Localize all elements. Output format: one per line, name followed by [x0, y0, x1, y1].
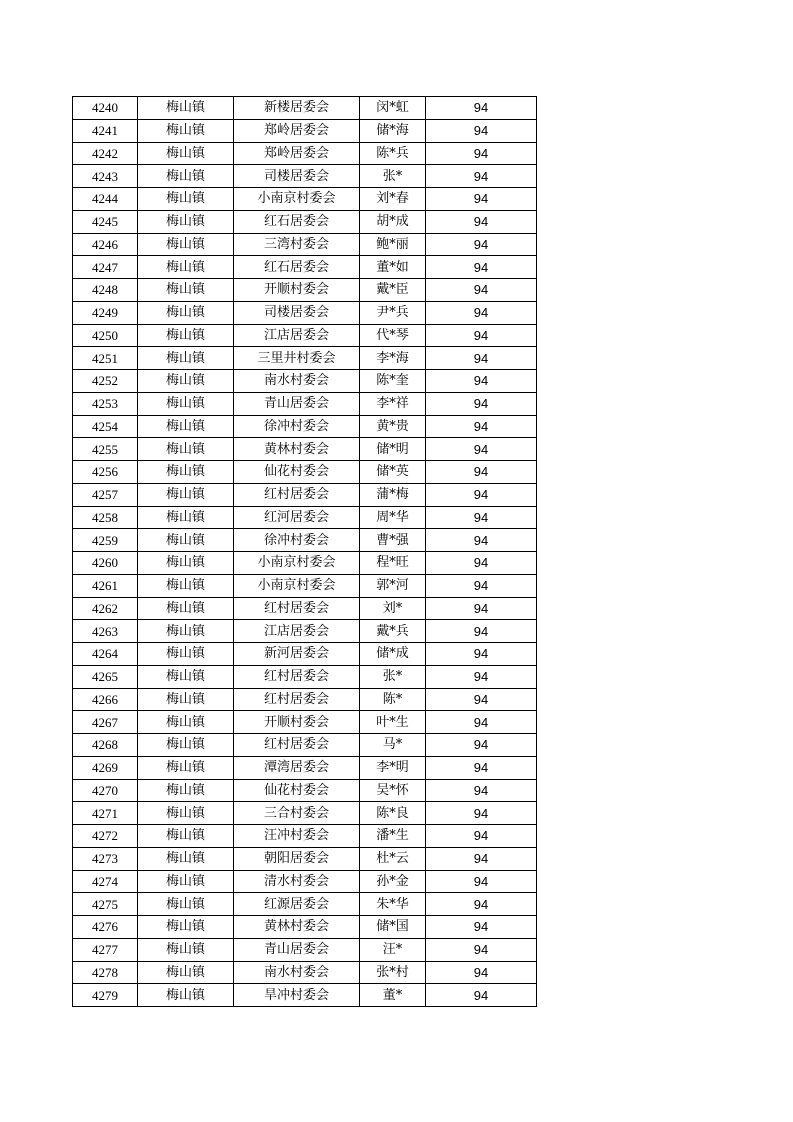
person-name-cell: 潘*生 — [360, 825, 426, 848]
person-name-cell: 储*国 — [360, 916, 426, 939]
score-cell: 94 — [426, 97, 537, 120]
committee-name-cell: 红石居委会 — [234, 210, 360, 233]
score-cell: 94 — [426, 438, 537, 461]
committee-name-cell: 清水村委会 — [234, 870, 360, 893]
town-name-cell: 梅山镇 — [138, 665, 234, 688]
score-cell: 94 — [426, 779, 537, 802]
table-row — [73, 552, 537, 575]
town-name-cell: 梅山镇 — [138, 256, 234, 279]
person-name-cell: 张* — [360, 665, 426, 688]
record-number-cell: 4253 — [73, 392, 138, 415]
table-row — [73, 643, 537, 666]
committee-name-cell: 红村居委会 — [234, 665, 360, 688]
record-number-cell: 4271 — [73, 802, 138, 825]
committee-name-cell: 江店居委会 — [234, 324, 360, 347]
record-number-cell: 4243 — [73, 165, 138, 188]
committee-name-cell: 开顺村委会 — [234, 711, 360, 734]
town-name-cell: 梅山镇 — [138, 870, 234, 893]
person-name-cell: 张* — [360, 165, 426, 188]
table-row — [73, 597, 537, 620]
score-cell: 94 — [426, 620, 537, 643]
town-name-cell: 梅山镇 — [138, 961, 234, 984]
table-row — [73, 438, 537, 461]
town-name-cell: 梅山镇 — [138, 984, 234, 1007]
person-name-cell: 张*村 — [360, 961, 426, 984]
town-name-cell: 梅山镇 — [138, 188, 234, 211]
town-name-cell: 梅山镇 — [138, 210, 234, 233]
score-cell: 94 — [426, 711, 537, 734]
town-name-cell: 梅山镇 — [138, 324, 234, 347]
committee-name-cell: 黄林村委会 — [234, 916, 360, 939]
table-row — [73, 415, 537, 438]
person-name-cell: 陈*奎 — [360, 370, 426, 393]
record-number-cell: 4267 — [73, 711, 138, 734]
record-number-cell: 4249 — [73, 301, 138, 324]
score-cell: 94 — [426, 643, 537, 666]
record-number-cell: 4264 — [73, 643, 138, 666]
committee-name-cell: 青山居委会 — [234, 938, 360, 961]
table-row — [73, 461, 537, 484]
person-name-cell: 李*祥 — [360, 392, 426, 415]
person-name-cell: 黄*贵 — [360, 415, 426, 438]
score-cell: 94 — [426, 506, 537, 529]
score-cell: 94 — [426, 688, 537, 711]
person-name-cell: 蒲*梅 — [360, 483, 426, 506]
record-number-cell: 4274 — [73, 870, 138, 893]
person-name-cell: 闵*虹 — [360, 97, 426, 120]
committee-name-cell: 小南京村委会 — [234, 574, 360, 597]
record-number-cell: 4247 — [73, 256, 138, 279]
committee-name-cell: 仙花村委会 — [234, 461, 360, 484]
table-row — [73, 392, 537, 415]
record-number-cell: 4250 — [73, 324, 138, 347]
person-name-cell: 董* — [360, 984, 426, 1007]
record-number-cell: 4279 — [73, 984, 138, 1007]
town-name-cell: 梅山镇 — [138, 529, 234, 552]
record-number-cell: 4278 — [73, 961, 138, 984]
town-name-cell: 梅山镇 — [138, 552, 234, 575]
committee-name-cell: 郑岭居委会 — [234, 119, 360, 142]
town-name-cell: 梅山镇 — [138, 620, 234, 643]
town-name-cell: 梅山镇 — [138, 119, 234, 142]
score-cell: 94 — [426, 415, 537, 438]
record-number-cell: 4276 — [73, 916, 138, 939]
town-name-cell: 梅山镇 — [138, 461, 234, 484]
record-number-cell: 4268 — [73, 734, 138, 757]
person-name-cell: 储*海 — [360, 119, 426, 142]
table-row — [73, 711, 537, 734]
person-name-cell: 代*琴 — [360, 324, 426, 347]
town-name-cell: 梅山镇 — [138, 756, 234, 779]
score-cell: 94 — [426, 961, 537, 984]
town-name-cell: 梅山镇 — [138, 392, 234, 415]
town-name-cell: 梅山镇 — [138, 415, 234, 438]
score-cell: 94 — [426, 370, 537, 393]
record-number-cell: 4270 — [73, 779, 138, 802]
table-row — [73, 734, 537, 757]
score-cell: 94 — [426, 802, 537, 825]
record-number-cell: 4251 — [73, 347, 138, 370]
table-row — [73, 506, 537, 529]
town-name-cell: 梅山镇 — [138, 847, 234, 870]
record-number-cell: 4277 — [73, 938, 138, 961]
score-cell: 94 — [426, 210, 537, 233]
record-number-cell: 4269 — [73, 756, 138, 779]
score-cell: 94 — [426, 916, 537, 939]
table-row — [73, 574, 537, 597]
table-row — [73, 802, 537, 825]
table-row — [73, 847, 537, 870]
town-name-cell: 梅山镇 — [138, 483, 234, 506]
table-row — [73, 119, 537, 142]
score-cell: 94 — [426, 847, 537, 870]
committee-name-cell: 黄林村委会 — [234, 438, 360, 461]
table-row — [73, 665, 537, 688]
committee-name-cell: 新河居委会 — [234, 643, 360, 666]
person-name-cell: 陈* — [360, 688, 426, 711]
committee-name-cell: 朝阳居委会 — [234, 847, 360, 870]
person-name-cell: 戴*兵 — [360, 620, 426, 643]
table-row — [73, 97, 537, 120]
committee-name-cell: 红河居委会 — [234, 506, 360, 529]
committee-name-cell: 旱冲村委会 — [234, 984, 360, 1007]
town-name-cell: 梅山镇 — [138, 688, 234, 711]
town-name-cell: 梅山镇 — [138, 165, 234, 188]
town-name-cell: 梅山镇 — [138, 779, 234, 802]
records-table — [72, 96, 537, 1007]
score-cell: 94 — [426, 483, 537, 506]
person-name-cell: 储*英 — [360, 461, 426, 484]
committee-name-cell: 小南京村委会 — [234, 552, 360, 575]
table-row — [73, 825, 537, 848]
score-cell: 94 — [426, 165, 537, 188]
record-number-cell: 4272 — [73, 825, 138, 848]
town-name-cell: 梅山镇 — [138, 347, 234, 370]
committee-name-cell: 司楼居委会 — [234, 301, 360, 324]
person-name-cell: 刘*春 — [360, 188, 426, 211]
table-row — [73, 529, 537, 552]
town-name-cell: 梅山镇 — [138, 233, 234, 256]
town-name-cell: 梅山镇 — [138, 370, 234, 393]
committee-name-cell: 新楼居委会 — [234, 97, 360, 120]
score-cell: 94 — [426, 461, 537, 484]
record-number-cell: 4252 — [73, 370, 138, 393]
score-cell: 94 — [426, 984, 537, 1007]
score-cell: 94 — [426, 188, 537, 211]
table-row — [73, 893, 537, 916]
score-cell: 94 — [426, 756, 537, 779]
record-number-cell: 4265 — [73, 665, 138, 688]
town-name-cell: 梅山镇 — [138, 506, 234, 529]
person-name-cell: 朱*华 — [360, 893, 426, 916]
score-cell: 94 — [426, 552, 537, 575]
committee-name-cell: 三合村委会 — [234, 802, 360, 825]
table-row — [73, 688, 537, 711]
person-name-cell: 胡*成 — [360, 210, 426, 233]
table-row — [73, 142, 537, 165]
committee-name-cell: 江店居委会 — [234, 620, 360, 643]
committee-name-cell: 司楼居委会 — [234, 165, 360, 188]
records-table-body — [73, 97, 537, 1007]
person-name-cell: 李*明 — [360, 756, 426, 779]
score-cell: 94 — [426, 324, 537, 347]
committee-name-cell: 仙花村委会 — [234, 779, 360, 802]
town-name-cell: 梅山镇 — [138, 916, 234, 939]
table-row — [73, 301, 537, 324]
person-name-cell: 董*如 — [360, 256, 426, 279]
record-number-cell: 4255 — [73, 438, 138, 461]
town-name-cell: 梅山镇 — [138, 279, 234, 302]
committee-name-cell: 红村居委会 — [234, 688, 360, 711]
record-number-cell: 4240 — [73, 97, 138, 120]
committee-name-cell: 南水村委会 — [234, 961, 360, 984]
score-cell: 94 — [426, 893, 537, 916]
person-name-cell: 尹*兵 — [360, 301, 426, 324]
town-name-cell: 梅山镇 — [138, 301, 234, 324]
committee-name-cell: 红村居委会 — [234, 597, 360, 620]
score-cell: 94 — [426, 347, 537, 370]
person-name-cell: 郭*河 — [360, 574, 426, 597]
score-cell: 94 — [426, 392, 537, 415]
committee-name-cell: 红源居委会 — [234, 893, 360, 916]
town-name-cell: 梅山镇 — [138, 711, 234, 734]
score-cell: 94 — [426, 256, 537, 279]
committee-name-cell: 徐冲村委会 — [234, 415, 360, 438]
town-name-cell: 梅山镇 — [138, 438, 234, 461]
record-number-cell: 4273 — [73, 847, 138, 870]
table-row — [73, 165, 537, 188]
committee-name-cell: 汪冲村委会 — [234, 825, 360, 848]
person-name-cell: 曹*强 — [360, 529, 426, 552]
table-row — [73, 279, 537, 302]
record-number-cell: 4248 — [73, 279, 138, 302]
score-cell: 94 — [426, 279, 537, 302]
table-row — [73, 324, 537, 347]
committee-name-cell: 徐冲村委会 — [234, 529, 360, 552]
score-cell: 94 — [426, 734, 537, 757]
score-cell: 94 — [426, 301, 537, 324]
person-name-cell: 周*华 — [360, 506, 426, 529]
record-number-cell: 4258 — [73, 506, 138, 529]
record-number-cell: 4275 — [73, 893, 138, 916]
town-name-cell: 梅山镇 — [138, 597, 234, 620]
committee-name-cell: 郑岭居委会 — [234, 142, 360, 165]
record-number-cell: 4246 — [73, 233, 138, 256]
committee-name-cell: 红石居委会 — [234, 256, 360, 279]
table-row — [73, 210, 537, 233]
table-row — [73, 370, 537, 393]
person-name-cell: 程*旺 — [360, 552, 426, 575]
table-row — [73, 779, 537, 802]
record-number-cell: 4262 — [73, 597, 138, 620]
table-row — [73, 916, 537, 939]
town-name-cell: 梅山镇 — [138, 734, 234, 757]
table-row — [73, 483, 537, 506]
committee-name-cell: 红村居委会 — [234, 734, 360, 757]
town-name-cell: 梅山镇 — [138, 938, 234, 961]
person-name-cell: 吴*怀 — [360, 779, 426, 802]
town-name-cell: 梅山镇 — [138, 802, 234, 825]
record-number-cell: 4260 — [73, 552, 138, 575]
score-cell: 94 — [426, 529, 537, 552]
table-row — [73, 938, 537, 961]
score-cell: 94 — [426, 119, 537, 142]
committee-name-cell: 红村居委会 — [234, 483, 360, 506]
record-number-cell: 4241 — [73, 119, 138, 142]
person-name-cell: 刘* — [360, 597, 426, 620]
record-number-cell: 4266 — [73, 688, 138, 711]
town-name-cell: 梅山镇 — [138, 893, 234, 916]
town-name-cell: 梅山镇 — [138, 142, 234, 165]
table-row — [73, 188, 537, 211]
town-name-cell: 梅山镇 — [138, 825, 234, 848]
score-cell: 94 — [426, 938, 537, 961]
committee-name-cell: 三湾村委会 — [234, 233, 360, 256]
committee-name-cell: 南水村委会 — [234, 370, 360, 393]
score-cell: 94 — [426, 574, 537, 597]
person-name-cell: 汪* — [360, 938, 426, 961]
record-number-cell: 4242 — [73, 142, 138, 165]
person-name-cell: 李*海 — [360, 347, 426, 370]
person-name-cell: 孙*金 — [360, 870, 426, 893]
table-row — [73, 984, 537, 1007]
committee-name-cell: 三里井村委会 — [234, 347, 360, 370]
table-row — [73, 756, 537, 779]
table-row — [73, 870, 537, 893]
person-name-cell: 叶*生 — [360, 711, 426, 734]
person-name-cell: 戴*臣 — [360, 279, 426, 302]
committee-name-cell: 小南京村委会 — [234, 188, 360, 211]
person-name-cell: 陈*兵 — [360, 142, 426, 165]
person-name-cell: 马* — [360, 734, 426, 757]
record-number-cell: 4261 — [73, 574, 138, 597]
record-number-cell: 4257 — [73, 483, 138, 506]
table-row — [73, 961, 537, 984]
record-number-cell: 4256 — [73, 461, 138, 484]
table-row — [73, 620, 537, 643]
record-number-cell: 4244 — [73, 188, 138, 211]
person-name-cell: 陈*良 — [360, 802, 426, 825]
record-number-cell: 4259 — [73, 529, 138, 552]
committee-name-cell: 开顺村委会 — [234, 279, 360, 302]
score-cell: 94 — [426, 597, 537, 620]
table-row — [73, 233, 537, 256]
table-row — [73, 347, 537, 370]
record-number-cell: 4254 — [73, 415, 138, 438]
town-name-cell: 梅山镇 — [138, 97, 234, 120]
table-row — [73, 256, 537, 279]
record-number-cell: 4245 — [73, 210, 138, 233]
record-number-cell: 4263 — [73, 620, 138, 643]
town-name-cell: 梅山镇 — [138, 574, 234, 597]
committee-name-cell: 潭湾居委会 — [234, 756, 360, 779]
person-name-cell: 储*明 — [360, 438, 426, 461]
person-name-cell: 储*成 — [360, 643, 426, 666]
score-cell: 94 — [426, 825, 537, 848]
town-name-cell: 梅山镇 — [138, 643, 234, 666]
score-cell: 94 — [426, 142, 537, 165]
score-cell: 94 — [426, 233, 537, 256]
person-name-cell: 杜*云 — [360, 847, 426, 870]
person-name-cell: 鲍*丽 — [360, 233, 426, 256]
score-cell: 94 — [426, 665, 537, 688]
committee-name-cell: 青山居委会 — [234, 392, 360, 415]
score-cell: 94 — [426, 870, 537, 893]
